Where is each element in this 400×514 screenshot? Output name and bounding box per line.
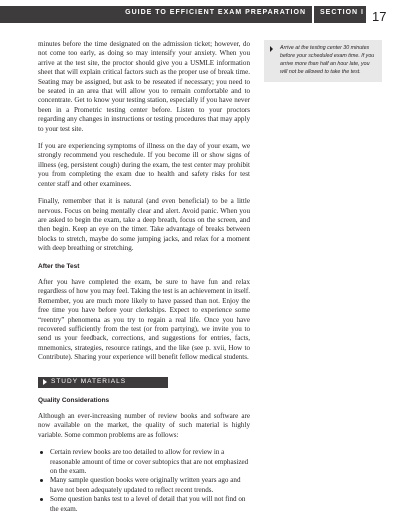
- list-item-text: Certain review books are too detailed to allow for review in a reasonable amount of time or cover subtopics that are not emphasized on the exam.: [50, 448, 249, 476]
- triangle-icon: [43, 379, 47, 385]
- header-section-bar: [314, 6, 366, 23]
- bullet-icon: [40, 479, 43, 482]
- list-item: [50, 448, 250, 476]
- section-label: SECTION I: [320, 9, 365, 16]
- study-materials-label: STUDY MATERIALS: [51, 378, 127, 386]
- list-item-text: Some question banks test to a level of detail that you will not find on the exam.: [50, 495, 246, 513]
- margin-note: [264, 40, 382, 82]
- page-number: 17: [372, 9, 387, 24]
- running-header: [0, 6, 400, 23]
- problems-list: [38, 448, 250, 514]
- paragraph: If you are experiencing symptoms of illness on the day of your exam, we strongly recommend you reschedule. If you become ill or show signs of illness (eg, persistent cough) during the exam, the test center may prohibit you from completing the exam due to health and safety risks for test center staff and other examinees.: [38, 142, 250, 188]
- list-item-text: Many sample question books were originally written years ago and have not been adequately updated to reflect recent trends.: [50, 476, 241, 494]
- main-column: [38, 40, 250, 514]
- paragraph: minutes before the time designated on the admission ticket; however, do not come too early, as doing so may intensify your anxiety. When you arrive at the test site, the proctor should give you a USMLE information sheet that will explain critical factors such as the proper use of break time. Seating may be assigned, but ask to be reseated if necessary; you need to be seated in an area that will allow you to remain comfortable and to concentrate. Get to know your testing station, especially if you have never been in a Prometric testing center before. Listen to your proctors regarding any changes in instructions or testing procedures that may apply to your test site.: [38, 40, 250, 133]
- margin-note-text: Arrive at the testing center 30 minutes before your scheduled exam time. If you arrive more than half an hour late, you will not be allowed to take the test.: [280, 45, 375, 75]
- paragraph: After you have completed the exam, be sure to have fun and relax regardless of how you may feel. Taking the test is an achievement in itself. Remember, you are much more likely to have passed than not. Enjoy the free time you have before your clerkships. Expect to experience some “reentry” phenomena as you try to regain a real life. Once you have recovered sufficiently from the test (or from partying), we invite you to send us your feedback, corrections, and suggestions for entries, facts, mnemonics, strategies, resource ratings, and the like (see p. xvii, How to Contribute). Sharing your experience will benefit fellow medical students.: [38, 277, 250, 362]
- bullet-icon: [40, 451, 43, 454]
- paragraph: Finally, remember that it is natural (and even beneficial) to be a little nervous. Focus on being mentally clear and alert. Avoid panic. When you are asked to begin the exam, take a deep breath, focus on the screen, and then begin. Keep an eye on the timer. Take advantage of breaks between blocks to stretch, maybe do some jumping jacks, and relax for a moment with deep breathing or stretching.: [38, 197, 250, 253]
- triangle-icon: [270, 46, 273, 52]
- after-the-test-heading: After the Test: [38, 262, 80, 270]
- running-head-title: GUIDE TO EFFICIENT EXAM PREPARATION: [125, 9, 306, 16]
- paragraph: Although an ever-increasing number of review books and software are now available on the market, the quality of such material is highly variable. Some common problems are as follows:: [38, 412, 250, 439]
- list-item: [50, 476, 250, 495]
- bullet-icon: [40, 498, 43, 501]
- header-title-bar: [0, 6, 312, 23]
- quality-considerations-heading: Quality Considerations: [38, 396, 110, 404]
- list-item: [50, 495, 250, 514]
- study-materials-section-bar: [38, 377, 168, 388]
